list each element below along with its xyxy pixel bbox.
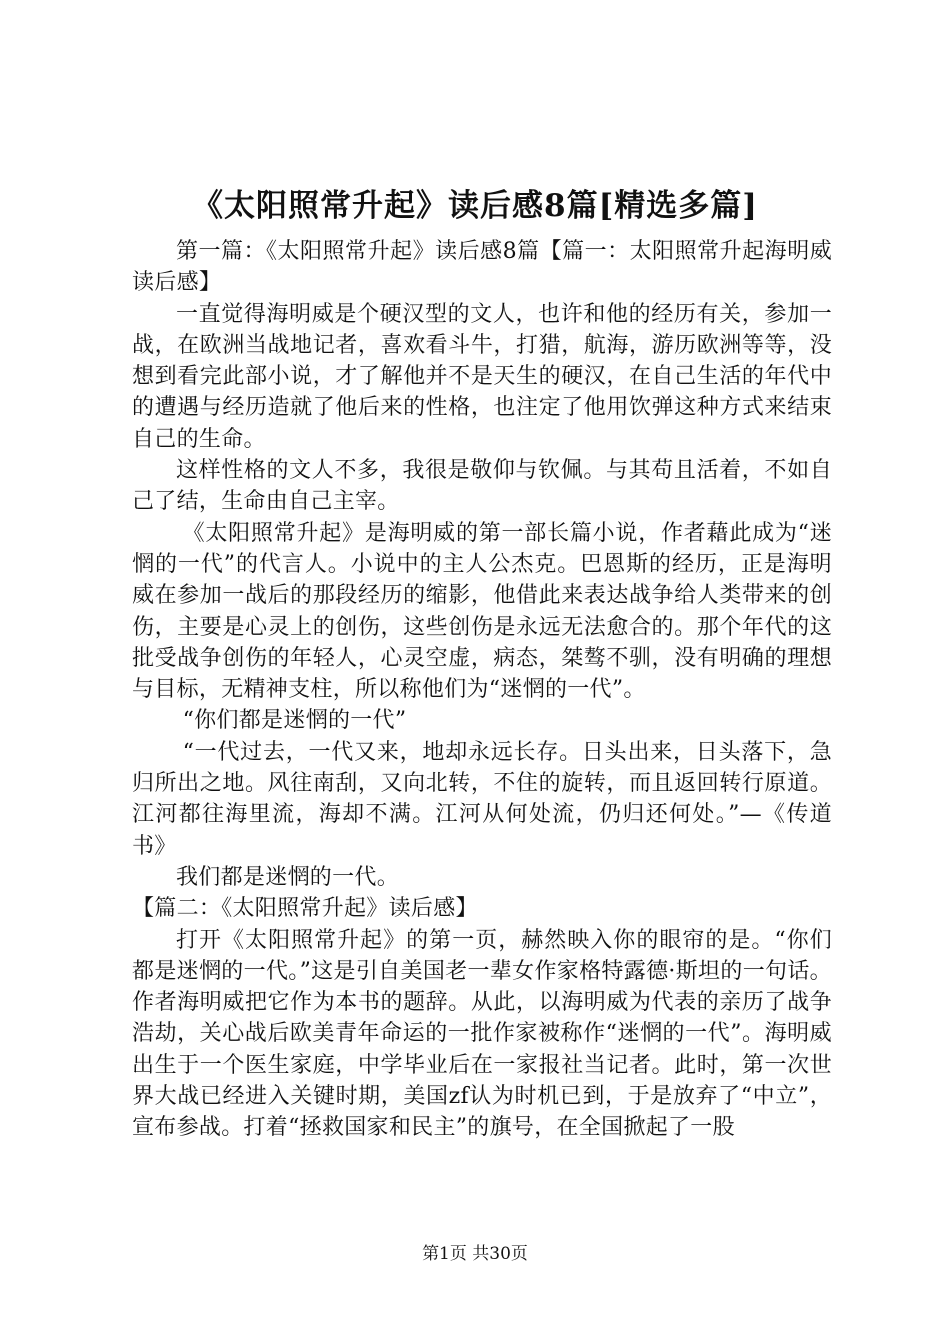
paragraph: “一代过去，一代又来，地却永远长存。日头出来，日头落下，急归所出之地。风往南刮，又向北转，不住的旋转，而且返回转行原道。江河都往海里流，海却不满。江河从何处流，仍归还何处。”—《传道书》: [132, 739, 832, 859]
paragraph: 《太阳照常升起》是海明威的第一部长篇小说，作者藉此成为“迷惘的一代”的代言人。小说中的主人公杰克。巴恩斯的经历，正是海明威在参加一战后的那段经历的缩影，他借此来表达战争给人类带来的创伤，主要是心灵上的创伤，这些创伤是永远无法愈合的。那个年代的这批受战争创伤的年轻人，心灵空虚，病态，桀骜不驯，没有明确的理想与目标，无精神支柱，所以称他们为“迷惘的一代”。: [132, 520, 832, 703]
paragraph: 一直觉得海明威是个硬汉型的文人，也许和他的经历有关，参加一战，在欧洲当战地记者，喜欢看斗牛，打猎，航海，游历欧洲等等，没想到看完此部小说，才了解他并不是天生的硬汉，在自己生活的年代中的遭遇与经历造就了他后来的性格，也注定了他用饮弹这种方式来结束自己的生命。: [132, 301, 832, 452]
document-body: [132, 236, 832, 1144]
page-footer: 第1页 共30页: [422, 1244, 528, 1264]
paragraph: “你们都是迷惘的一代”: [182, 708, 407, 734]
paragraph: 这样性格的文人不多，我很是敬仰与钦佩。与其苟且活着，不如自己了结，生命由自己主宰。: [132, 458, 832, 515]
document-title: 《太阳照常升起》读后感8篇[精选多篇]: [192, 188, 758, 224]
paragraph: 我们都是迷惘的一代。: [176, 864, 400, 890]
paragraph: 打开《太阳照常升起》的第一页，赫然映入你的眼帘的是。“你们都是迷惘的一代。”这是引自美国老一辈女作家格特露德·斯坦的一句话。作者海明威把它作为本书的题辞。从此，以海明威为代表的亲历了战争浩劫，关心战后欧美青年命运的一批作家被称作“迷惘的一代”。海明威出生于一个医生家庭，中学毕业后在一家报社当记者。此时，第一次世界大战已经进入关键时期，美国zf认为时机已到，于是放弃了“中立”，宣布参战。打着“拯救国家和民主”的旗号，在全国掀起了一股: [132, 927, 832, 1141]
paragraph: 第一篇：《太阳照常升起》读后感8篇【篇一：太阳照常升起海明威读后感】: [132, 239, 832, 296]
paragraph: 【篇二：《太阳照常升起》读后感】: [132, 896, 478, 922]
